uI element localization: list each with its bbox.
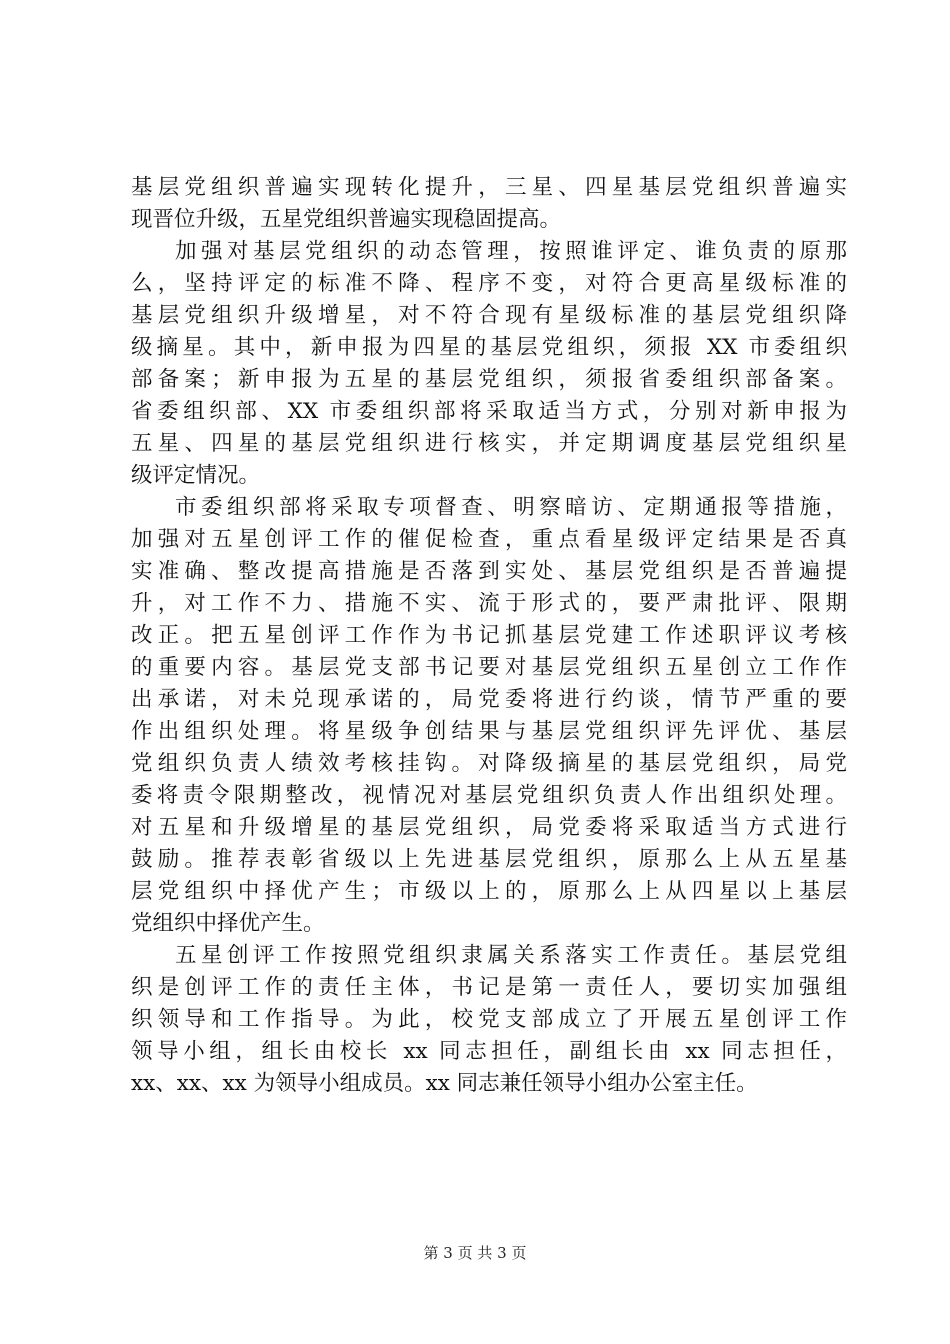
text-line: 织是创评工作的责任主体，书记是第一责任人，要切实加强组 bbox=[131, 975, 847, 1000]
page-footer: 第 3 页 共 3 页 bbox=[423, 1244, 527, 1262]
text-line: 五星、四星的基层党组织进行核实，并定期调度基层党组织星 bbox=[131, 431, 847, 456]
paragraph-p2 bbox=[131, 236, 847, 492]
text-line: 基层党组织升级增星，对不符合现有星级标准的基层党组织降 bbox=[131, 303, 847, 328]
text-line: 党组织中择优产生。 bbox=[131, 911, 325, 936]
text-line: 领导小组，组长由校长 xx 同志担任，副组长由 xx 同志担任， bbox=[131, 1039, 847, 1064]
text-line: 作出组织处理。将星级争创结果与基层党组织评先评优、基层 bbox=[131, 719, 847, 744]
text-line: 部备案；新申报为五星的基层党组织，须报省委组织部备案。 bbox=[131, 367, 847, 392]
text-line: 对五星和升级增星的基层党组织，局党委将采取适当方式进行 bbox=[131, 815, 847, 840]
text-line: 升，对工作不力、措施不实、流于形式的，要严肃批评、限期 bbox=[131, 591, 847, 616]
text-line: 实准确、整改提高措施是否落到实处、基层党组织是否普遍提 bbox=[131, 559, 847, 584]
text-line: 党组织负责人绩效考核挂钩。对降级摘星的基层党组织，局党 bbox=[131, 751, 847, 776]
text-line: 加强对五星创评工作的催促检查，重点看星级评定结果是否真 bbox=[131, 527, 847, 552]
text-line: 委将责令限期整改，视情况对基层党组织负责人作出组织处理。 bbox=[131, 783, 847, 808]
paragraph-p1 bbox=[131, 172, 847, 236]
text-line: 省委组织部、XX 市委组织部将采取适当方式，分别对新申报为 bbox=[131, 399, 847, 424]
paragraph-p3 bbox=[131, 492, 847, 940]
text-line: 出承诺，对未兑现承诺的，局党委将进行约谈，情节严重的要 bbox=[131, 687, 847, 712]
text-line: 五星创评工作按照党组织隶属关系落实工作责任。基层党组 bbox=[175, 943, 847, 968]
text-line: 级评定情况。 bbox=[131, 463, 261, 488]
text-line: 的重要内容。基层党支部书记要对基层党组织五星创立工作作 bbox=[131, 655, 847, 680]
text-line: 现晋位升级，五星党组织普遍实现稳固提高。 bbox=[131, 207, 562, 232]
document-body bbox=[131, 172, 847, 1100]
text-line: 加强对基层党组织的动态管理，按照谁评定、谁负责的原那 bbox=[175, 239, 847, 264]
paragraph-p4 bbox=[131, 940, 847, 1100]
text-line: 改正。把五星创评工作作为书记抓基层党建工作述职评议考核 bbox=[131, 623, 847, 648]
text-line: 么，坚持评定的标准不降、程序不变，对符合更高星级标准的 bbox=[131, 271, 847, 296]
text-line: 市委组织部将采取专项督查、明察暗访、定期通报等措施， bbox=[175, 495, 847, 520]
text-line: 基层党组织普遍实现转化提升，三星、四星基层党组织普遍实 bbox=[131, 175, 847, 200]
text-line: 鼓励。推荐表彰省级以上先进基层党组织，原那么上从五星基 bbox=[131, 847, 847, 872]
text-line: 织领导和工作指导。为此，校党支部成立了开展五星创评工作 bbox=[131, 1007, 847, 1032]
text-line: 级摘星。其中，新申报为四星的基层党组织，须报 XX 市委组织 bbox=[131, 335, 847, 360]
text-line: xx、xx、xx 为领导小组成员。xx 同志兼任领导小组办公室主任。 bbox=[131, 1071, 758, 1096]
text-line: 层党组织中择优产生；市级以上的，原那么上从四星以上基层 bbox=[131, 879, 847, 904]
